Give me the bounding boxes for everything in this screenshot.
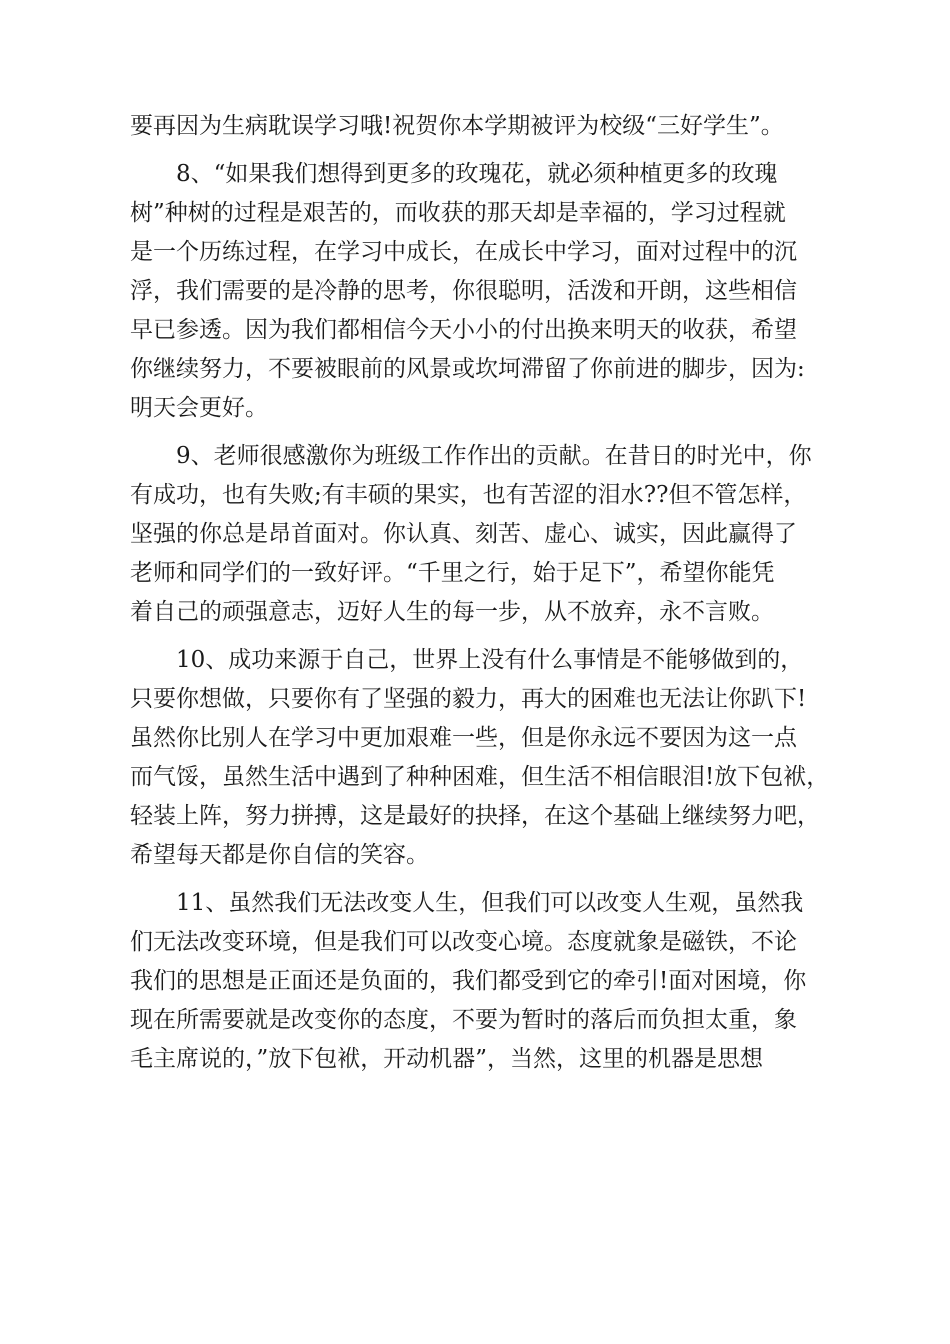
- text-line: 早已参透。因为我们都相信今天小小的付出换来明天的收获，希望: [130, 317, 797, 343]
- text-line: 有成功，也有失败;有丰硕的果实，也有苦涩的泪水??但不管怎样，: [130, 482, 807, 508]
- paragraph-continuation: [130, 107, 830, 146]
- text-line: 老师和同学们的一致好评。“千里之行，始于足下”，希望你能凭: [130, 560, 775, 586]
- document-body: [130, 107, 830, 1079]
- text-line: 只要你想做，只要你有了坚强的毅力，再大的困难也无法让你趴下!: [130, 686, 807, 712]
- text-line: 希望每天都是你自信的笑容。: [130, 842, 429, 868]
- text-line: 着自己的顽强意志，迈好人生的每一步，从不放弃，永不言败。: [130, 599, 774, 625]
- text-line: 轻装上阵，努力拼搏，这是最好的抉择，在这个基础上继续努力吧，: [130, 803, 820, 829]
- text-line: 我们的思想是正面还是负面的，我们都受到它的牵引!面对困境，你: [130, 968, 807, 994]
- paragraph-item-10: [130, 641, 830, 875]
- text-line: 8、“如果我们想得到更多的玫瑰花，就必须种植更多的玫瑰: [176, 161, 778, 187]
- text-line: 要再因为生病耽误学习哦!祝贺你本学期被评为校级“三好学生”。: [130, 113, 784, 139]
- paragraph-item-9: [130, 437, 830, 632]
- text-line: 10、成功来源于自己，世界上没有什么事情是不能够做到的，: [176, 647, 804, 673]
- text-line: 9、老师很感激你为班级工作作出的贡献。在昔日的时光中，你: [176, 443, 812, 469]
- text-line: 们无法改变环境，但是我们可以改变心境。态度就象是磁铁，不论: [130, 929, 797, 955]
- text-line: 毛主席说的，”放下包袱，开动机器”，当然，这里的机器是思想: [130, 1046, 764, 1072]
- text-line: 虽然你比别人在学习中更加艰难一些，但是你永远不要因为这一点: [130, 725, 797, 751]
- text-line: 坚强的你总是昂首面对。你认真、刻苦、虚心、诚实，因此赢得了: [130, 521, 797, 547]
- paragraph-item-8: [130, 155, 830, 428]
- text-line: 浮，我们需要的是冷静的思考，你很聪明，活泼和开朗，这些相信: [130, 278, 797, 304]
- paragraph-item-11: [130, 884, 830, 1079]
- text-line: 明天会更好。: [130, 395, 268, 421]
- text-line: 现在所需要就是改变你的态度，不要为暂时的落后而负担太重，象: [130, 1007, 797, 1033]
- text-line: 11、虽然我们无法改变人生，但我们可以改变人生观，虽然我: [176, 890, 804, 916]
- text-line: 而气馁，虽然生活中遇到了种种困难，但生活不相信眼泪!放下包袱，: [130, 764, 830, 790]
- text-line: 是一个历练过程，在学习中成长，在成长中学习，面对过程中的沉: [130, 239, 797, 265]
- text-line: 树”种树的过程是艰苦的，而收获的那天却是幸福的，学习过程就: [130, 200, 786, 226]
- text-line: 你继续努力，不要被眼前的风景或坎坷滞留了你前进的脚步，因为:: [130, 356, 805, 382]
